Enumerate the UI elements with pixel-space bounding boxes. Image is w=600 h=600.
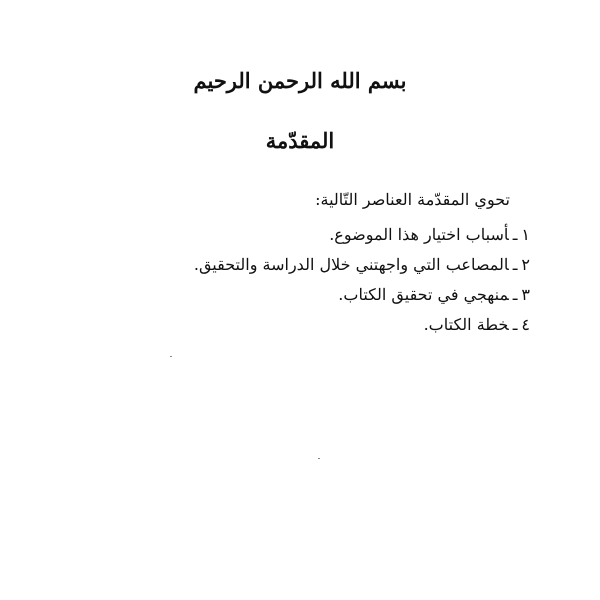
item-number: ٣	[521, 285, 530, 304]
item-separator: ـ	[512, 285, 518, 304]
scan-speck	[170, 356, 172, 357]
list-item	[70, 220, 530, 250]
intro-line: تحوي المقدّمة العناصر التّالية:	[315, 190, 510, 209]
list-item	[70, 310, 530, 340]
basmala-line: بسم الله الرحمن الرحيم	[193, 68, 407, 93]
item-separator: ـ	[512, 255, 518, 274]
item-number: ١	[521, 225, 530, 244]
item-separator: ـ	[512, 315, 518, 334]
list-item	[70, 280, 530, 310]
item-separator: ـ	[512, 225, 518, 244]
contents-list	[70, 220, 530, 340]
item-text: المصاعب التي واجهتني خلال الدراسة والتحقيق.	[193, 255, 509, 274]
list-item	[70, 250, 530, 280]
item-number: ٤	[521, 315, 530, 334]
item-text: خطة الكتاب.	[423, 315, 509, 334]
item-text: أسباب اختيار هذا الموضوع.	[329, 225, 509, 244]
item-text: منهجي في تحقيق الكتاب.	[338, 285, 509, 304]
section-heading: المقدّمة	[265, 128, 335, 153]
item-number: ٢	[521, 255, 530, 274]
scan-speck	[318, 458, 320, 459]
